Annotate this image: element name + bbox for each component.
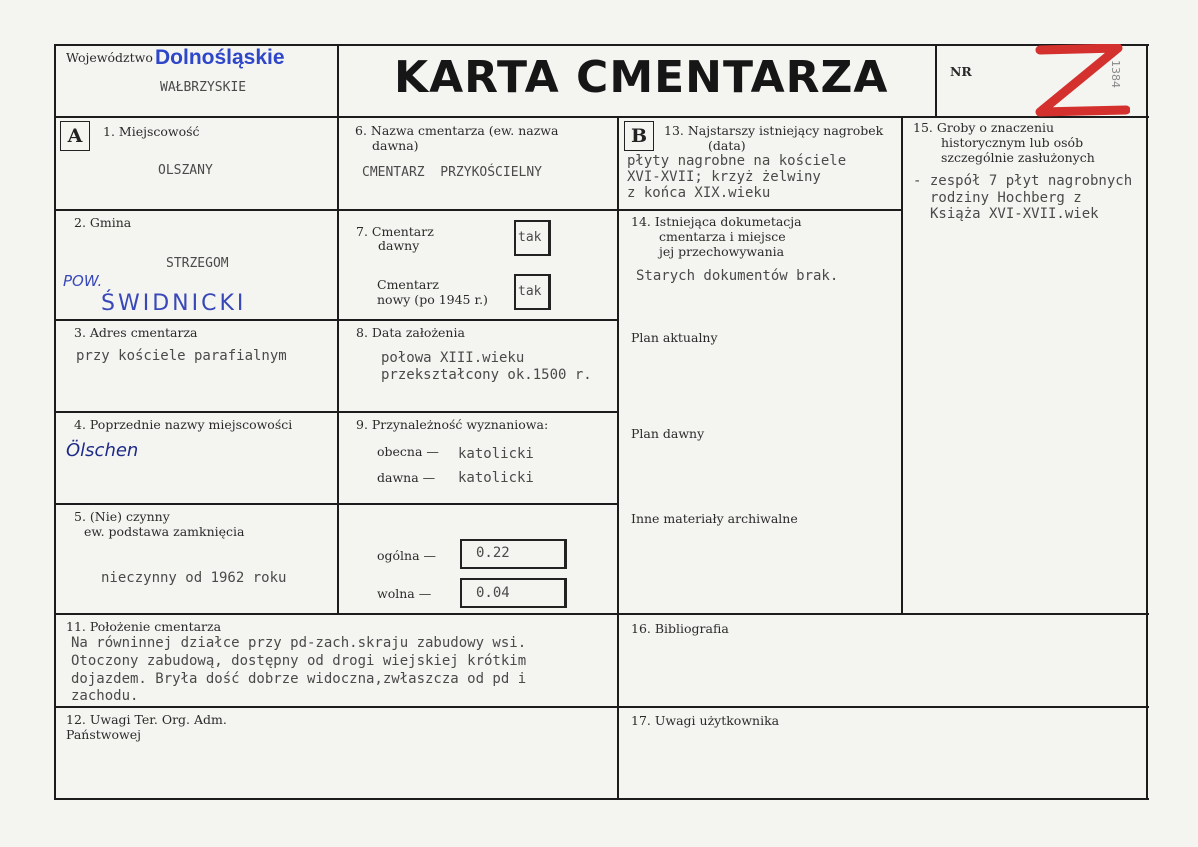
- field-3-value: przy kościele parafialnym: [76, 348, 287, 364]
- field-3-label: 3. Adres cmentarza: [74, 325, 198, 340]
- field-11-line4: zachodu.: [71, 688, 139, 704]
- field-9-obecna-label: obecna —: [377, 444, 439, 459]
- field-9-dawna-label: dawna —: [377, 470, 436, 485]
- field-10-wolna-value: 0.04: [476, 585, 510, 601]
- field-17-label: 17. Uwagi użytkownika: [631, 713, 780, 728]
- field-15-line3: Książa XVI-XVII.wiek: [930, 206, 1099, 222]
- divider: [54, 209, 619, 211]
- field-4-value: Ölschen: [66, 440, 139, 461]
- field-10-ogolna-label: ogólna —: [377, 548, 437, 563]
- section-b-letter: B: [624, 121, 654, 151]
- field-6-sublabel: dawna): [372, 138, 419, 153]
- field-9-label: 9. Przynależność wyznaniowa:: [356, 417, 549, 432]
- plan-aktualny-label: Plan aktualny: [631, 330, 718, 345]
- divider: [617, 116, 619, 799]
- field-13-sublabel: (data): [708, 138, 746, 153]
- field-12-sublabel: Państwowej: [66, 727, 141, 742]
- divider: [54, 116, 1149, 118]
- field-15-sublabel: historycznym lub osób: [941, 135, 1084, 150]
- field-1-label: 1. Miejscowość: [103, 124, 200, 139]
- field-13-line3: z końca XIX.wieku: [627, 185, 771, 201]
- field-11-line3: dojazdem. Bryła dość dobrze widoczna,zwłaszcza od pd i: [71, 671, 527, 687]
- field-15-label: 15. Groby o znaczeniu: [913, 120, 1055, 135]
- field-4-label: 4. Poprzednie nazwy miejscowości: [74, 417, 293, 432]
- field-14-sublabel2: jej przechowywania: [659, 244, 785, 259]
- field-7-nowy-value: tak: [518, 284, 542, 299]
- field-6-label: 6. Nazwa cmentarza (ew. nazwa: [355, 123, 559, 138]
- divider: [54, 706, 1149, 708]
- field-8-line2: przekształcony ok.1500 r.: [381, 367, 592, 383]
- field-2-value: STRZEGOM: [166, 256, 229, 271]
- field-7-nowy-sublabel: nowy (po 1945 r.): [377, 292, 488, 307]
- field-10-ogolna-value: 0.22: [476, 545, 510, 561]
- field-15-line1: - zespół 7 płyt nagrobnych: [913, 173, 1133, 189]
- nr-margin-number: 1384: [1109, 60, 1122, 88]
- field-6-value: CMENTARZ PRZYKOŚCIELNY: [362, 165, 543, 180]
- frame-left: [54, 44, 56, 799]
- divider: [54, 503, 619, 505]
- field-12-label: 12. Uwagi Ter. Org. Adm.: [66, 712, 227, 727]
- wojewodztwo-typed: WAŁBRZYSKIE: [160, 80, 247, 95]
- frame-bottom: [54, 798, 1149, 800]
- divider: [54, 319, 619, 321]
- divider: [337, 116, 339, 614]
- divider: [54, 613, 1149, 615]
- field-7-dawny-label: dawny: [378, 238, 420, 253]
- field-7-dawny-value: tak: [518, 230, 542, 245]
- field-9-obecna-value: katolicki: [458, 446, 534, 462]
- field-8-line1: połowa XIII.wieku: [381, 350, 525, 366]
- page-title: KARTA CMENTARZA: [394, 52, 889, 103]
- field-13-line2: XVI-XVII; krzyż żelwiny: [627, 169, 821, 185]
- divider: [617, 209, 903, 211]
- section-a-letter: A: [60, 121, 90, 151]
- divider: [337, 44, 339, 118]
- field-2-label: 2. Gmina: [74, 215, 132, 230]
- nr-label: NR: [950, 64, 972, 79]
- pow-value: ŚWIDNICKI: [101, 291, 247, 316]
- field-7-nowy-label: Cmentarz: [377, 277, 439, 292]
- field-11-label: 11. Położenie cmentarza: [66, 619, 222, 634]
- field-5-sublabel: ew. podstawa zamknięcia: [84, 524, 245, 539]
- field-14-sublabel: cmentarza i miejsce: [659, 229, 786, 244]
- field-8-label: 8. Data założenia: [356, 325, 465, 340]
- field-1-value: OLSZANY: [158, 163, 213, 178]
- field-10-wolna-label: wolna —: [377, 586, 432, 601]
- field-13-label: 13. Najstarszy istniejący nagrobek: [664, 123, 884, 138]
- divider: [54, 411, 619, 413]
- field-7-label: 7. Cmentarz: [356, 224, 434, 239]
- field-13-line1: płyty nagrobne na kościele: [627, 153, 847, 169]
- field-16-label: 16. Bibliografia: [631, 621, 729, 636]
- field-15-sublabel2: szczególnie zasłużonych: [941, 150, 1095, 165]
- field-9-dawna-value: katolicki: [458, 470, 534, 486]
- field-14-value: Starych dokumentów brak.: [636, 268, 839, 284]
- wojewodztwo-stamp: Dolnośląskie: [155, 46, 285, 69]
- frame-right: [1146, 44, 1148, 799]
- field-11-line2: Otoczony zabudową, dostępny od drogi wiejskiej krótkim: [71, 653, 527, 669]
- wojewodztwo-label: Województwo: [66, 50, 153, 65]
- inne-materialy-label: Inne materiały archiwalne: [631, 511, 798, 526]
- pow-label: POW.: [63, 272, 103, 290]
- field-14-label: 14. Istniejąca dokumetacja: [631, 214, 802, 229]
- divider: [901, 116, 903, 614]
- divider: [935, 44, 937, 118]
- field-5-value: nieczynny od 1962 roku: [101, 570, 287, 586]
- field-5-label: 5. (Nie) czynny: [74, 509, 170, 524]
- field-11-line1: Na równinnej działce przy pd-zach.skraju zabudowy wsi.: [71, 635, 527, 651]
- plan-dawny-label: Plan dawny: [631, 426, 705, 441]
- field-15-line2: rodziny Hochberg z: [930, 190, 1082, 206]
